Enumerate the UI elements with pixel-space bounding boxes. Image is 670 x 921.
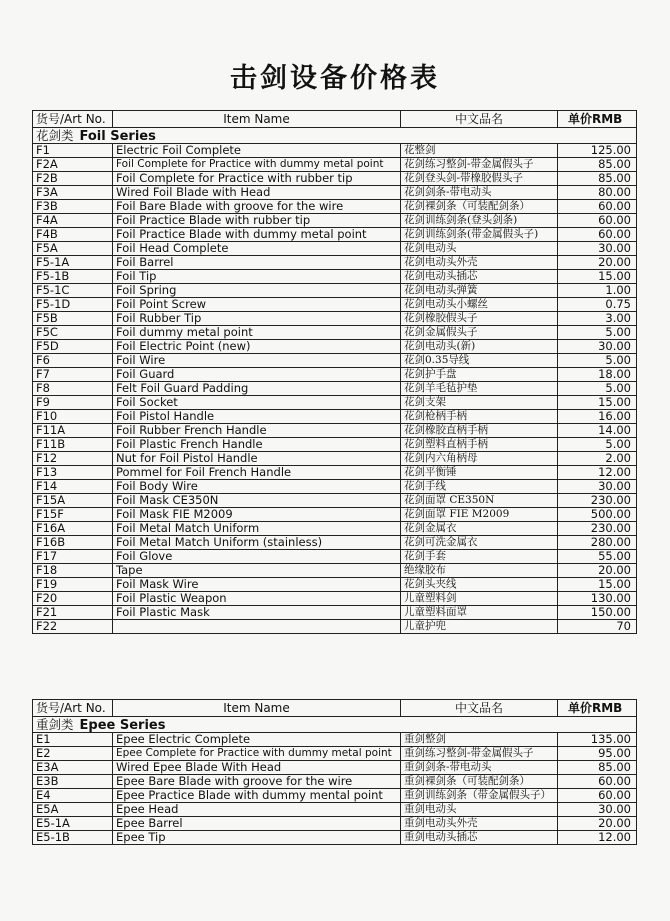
price-cell: 80.00	[558, 186, 637, 200]
item-name-cell: Foil Spring	[113, 284, 401, 298]
item-name-cell: Foil Complete for Practice with dummy metal point	[113, 158, 401, 172]
art-no-cell: F16B	[33, 536, 113, 550]
cn-name-cell: 花剑电动头弹簧	[401, 284, 558, 298]
art-no-cell: E2	[33, 747, 113, 761]
epee-price-table	[32, 699, 637, 845]
cn-name-cell: 花剑0.35导线	[401, 354, 558, 368]
table-row	[33, 270, 637, 284]
cn-name-cell: 花剑金属衣	[401, 522, 558, 536]
price-cell: 3.00	[558, 312, 637, 326]
cn-name-cell: 花剑登头剑-带橡胶假头子	[401, 172, 558, 186]
cn-name-cell: 重剑练习整剑-带金属假头子	[401, 747, 558, 761]
cn-name-cell: 花剑剑条-带电动头	[401, 186, 558, 200]
art-no-cell: F3B	[33, 200, 113, 214]
table-header-row	[33, 111, 637, 128]
price-cell: 15.00	[558, 396, 637, 410]
header-item-name: Item Name	[113, 700, 401, 717]
cn-name-cell: 花剑羊毛毡护垫	[401, 382, 558, 396]
art-no-cell: F17	[33, 550, 113, 564]
art-no-cell: F11B	[33, 438, 113, 452]
header-art-no: 货号/Art No.	[33, 700, 113, 717]
price-cell: 30.00	[558, 803, 637, 817]
epee-rows	[33, 733, 637, 845]
art-no-cell: E5A	[33, 803, 113, 817]
item-name-cell: Foil Mask Wire	[113, 578, 401, 592]
price-cell: 70	[558, 620, 637, 634]
item-name-cell: Electric Foil Complete	[113, 144, 401, 158]
table-row	[33, 578, 637, 592]
art-no-cell: F5-1A	[33, 256, 113, 270]
art-no-cell: E5-1B	[33, 831, 113, 845]
cn-name-cell: 重剑电动头插芯	[401, 831, 558, 845]
table-row	[33, 172, 637, 186]
cn-name-cell: 花剑电动头小螺丝	[401, 298, 558, 312]
art-no-cell: F5-1D	[33, 298, 113, 312]
item-name-cell: Foil Barrel	[113, 256, 401, 270]
cn-name-cell: 花剑可洗金属衣	[401, 536, 558, 550]
item-name-cell: Foil dummy metal point	[113, 326, 401, 340]
cn-name-cell: 花剑内六角柄母	[401, 452, 558, 466]
art-no-cell: E5-1A	[33, 817, 113, 831]
price-cell: 5.00	[558, 326, 637, 340]
table-row	[33, 298, 637, 312]
price-cell: 12.00	[558, 466, 637, 480]
table-row	[33, 747, 637, 761]
table-row	[33, 775, 637, 789]
table-row	[33, 256, 637, 270]
price-cell: 15.00	[558, 578, 637, 592]
cn-name-cell: 花整剑	[401, 144, 558, 158]
table-row	[33, 606, 637, 620]
price-cell: 0.75	[558, 298, 637, 312]
price-cell: 20.00	[558, 817, 637, 831]
price-cell: 1.00	[558, 284, 637, 298]
art-no-cell: F14	[33, 480, 113, 494]
table-row	[33, 620, 637, 634]
cn-name-cell: 花剑裸剑条（可装配剑条）	[401, 200, 558, 214]
table-row	[33, 340, 637, 354]
table-row	[33, 242, 637, 256]
item-name-cell: Foil Socket	[113, 396, 401, 410]
price-cell: 85.00	[558, 761, 637, 775]
art-no-cell: F11A	[33, 424, 113, 438]
price-cell: 2.00	[558, 452, 637, 466]
section-title-en: Foil Series	[79, 128, 156, 144]
table-row	[33, 536, 637, 550]
item-name-cell: Epee Practice Blade with dummy mental point	[113, 789, 401, 803]
cn-name-cell: 花剑电动头插芯	[401, 270, 558, 284]
cn-name-cell: 花剑训练剑条(带金属假头子)	[401, 228, 558, 242]
item-name-cell: Epee Head	[113, 803, 401, 817]
section-row-epee	[33, 717, 637, 733]
table-row	[33, 284, 637, 298]
cn-name-cell: 花剑支架	[401, 396, 558, 410]
table-row	[33, 592, 637, 606]
cn-name-cell: 儿童护兜	[401, 620, 558, 634]
price-cell: 60.00	[558, 789, 637, 803]
price-cell: 60.00	[558, 228, 637, 242]
art-no-cell: F6	[33, 354, 113, 368]
price-cell: 5.00	[558, 354, 637, 368]
table-row	[33, 228, 637, 242]
cn-name-cell: 花剑电动头(新)	[401, 340, 558, 354]
art-no-cell: E3B	[33, 775, 113, 789]
price-cell: 5.00	[558, 382, 637, 396]
cn-name-cell: 花剑面罩 CE350N	[401, 494, 558, 508]
cn-name-cell: 花剑金属假头子	[401, 326, 558, 340]
table-row	[33, 550, 637, 564]
cn-name-cell: 花剑平衡锤	[401, 466, 558, 480]
table-row	[33, 733, 637, 747]
table-row	[33, 396, 637, 410]
table-row	[33, 817, 637, 831]
section-title-cn: 重剑类	[36, 716, 74, 732]
price-cell: 15.00	[558, 270, 637, 284]
cn-name-cell: 花剑电动头外壳	[401, 256, 558, 270]
table-row	[33, 144, 637, 158]
art-no-cell: F5-1C	[33, 284, 113, 298]
table-row	[33, 761, 637, 775]
table-row	[33, 368, 637, 382]
table-row	[33, 354, 637, 368]
table-row	[33, 452, 637, 466]
item-name-cell: Foil Mask FIE M2009	[113, 508, 401, 522]
cn-name-cell: 花剑手套	[401, 550, 558, 564]
item-name-cell: Wired Epee Blade With Head	[113, 761, 401, 775]
page-title: 击剑设备价格表	[230, 63, 440, 94]
art-no-cell: F16A	[33, 522, 113, 536]
item-name-cell: Foil Guard	[113, 368, 401, 382]
table-row	[33, 564, 637, 578]
item-name-cell: Foil Complete for Practice with rubber tip	[113, 172, 401, 186]
cn-name-cell: 花剑手线	[401, 480, 558, 494]
art-no-cell: F10	[33, 410, 113, 424]
table-row	[33, 312, 637, 326]
art-no-cell: F15A	[33, 494, 113, 508]
table-row	[33, 789, 637, 803]
cn-name-cell: 儿童塑料剑	[401, 592, 558, 606]
price-cell: 20.00	[558, 564, 637, 578]
price-cell: 60.00	[558, 214, 637, 228]
art-no-cell: F12	[33, 452, 113, 466]
cn-name-cell: 花剑头夹线	[401, 578, 558, 592]
art-no-cell: E4	[33, 789, 113, 803]
price-cell: 135.00	[558, 733, 637, 747]
table-row	[33, 508, 637, 522]
item-name-cell: Foil Glove	[113, 550, 401, 564]
item-name-cell: Foil Head Complete	[113, 242, 401, 256]
art-no-cell: E1	[33, 733, 113, 747]
cn-name-cell: 重剑裸剑条（可装配剑条）	[401, 775, 558, 789]
item-name-cell: Foil Electric Point (new)	[113, 340, 401, 354]
price-cell: 150.00	[558, 606, 637, 620]
table-row	[33, 438, 637, 452]
item-name-cell: Epee Bare Blade with groove for the wire	[113, 775, 401, 789]
foil-rows	[33, 144, 637, 634]
cn-name-cell: 儿童塑料面罩	[401, 606, 558, 620]
item-name-cell: Foil Plastic Weapon	[113, 592, 401, 606]
price-cell: 500.00	[558, 508, 637, 522]
cn-name-cell: 花剑训练剑条(登头剑条)	[401, 214, 558, 228]
header-price: 单价RMB	[558, 111, 637, 128]
price-cell: 60.00	[558, 200, 637, 214]
art-no-cell: F1	[33, 144, 113, 158]
cn-name-cell: 重剑剑条-带电动头	[401, 761, 558, 775]
art-no-cell: F3A	[33, 186, 113, 200]
price-cell: 12.00	[558, 831, 637, 845]
item-name-cell: Foil Plastic Mask	[113, 606, 401, 620]
item-name-cell: Felt Foil Guard Padding	[113, 382, 401, 396]
table-row	[33, 424, 637, 438]
item-name-cell: Foil Metal Match Uniform (stainless)	[113, 536, 401, 550]
item-name-cell: Nut for Foil Pistol Handle	[113, 452, 401, 466]
cn-name-cell: 花剑练习整剑-带金属假头子	[401, 158, 558, 172]
price-cell: 20.00	[558, 256, 637, 270]
cn-name-cell: 花剑枪柄手柄	[401, 410, 558, 424]
table-row	[33, 214, 637, 228]
item-name-cell: Foil Practice Blade with rubber tip	[113, 214, 401, 228]
item-name-cell: Foil Plastic French Handle	[113, 438, 401, 452]
item-name-cell: Foil Bare Blade with groove for the wire	[113, 200, 401, 214]
foil-price-table	[32, 110, 637, 634]
item-name-cell: Foil Pistol Handle	[113, 410, 401, 424]
item-name-cell: Foil Wire	[113, 354, 401, 368]
table-row	[33, 480, 637, 494]
item-name-cell: Foil Practice Blade with dummy metal point	[113, 228, 401, 242]
art-no-cell: F2A	[33, 158, 113, 172]
price-cell: 18.00	[558, 368, 637, 382]
art-no-cell: F15F	[33, 508, 113, 522]
cn-name-cell: 重剑电动头外壳	[401, 817, 558, 831]
price-cell: 30.00	[558, 480, 637, 494]
cn-name-cell: 重剑电动头	[401, 803, 558, 817]
item-name-cell: Epee Complete for Practice with dummy metal point	[113, 747, 401, 761]
cn-name-cell: 花剑橡胶假头子	[401, 312, 558, 326]
art-no-cell: F21	[33, 606, 113, 620]
price-cell: 125.00	[558, 144, 637, 158]
table-row	[33, 186, 637, 200]
price-cell: 95.00	[558, 747, 637, 761]
section-title-en: Epee Series	[79, 717, 166, 733]
price-cell: 230.00	[558, 522, 637, 536]
item-name-cell: Foil Mask CE350N	[113, 494, 401, 508]
header-art-no: 货号/Art No.	[33, 111, 113, 128]
item-name-cell: Epee Barrel	[113, 817, 401, 831]
price-cell: 16.00	[558, 410, 637, 424]
price-cell: 85.00	[558, 158, 637, 172]
price-cell: 280.00	[558, 536, 637, 550]
art-no-cell: F8	[33, 382, 113, 396]
cn-name-cell: 绝缘胶布	[401, 564, 558, 578]
table-row	[33, 410, 637, 424]
cn-name-cell: 花剑橡胶直柄手柄	[401, 424, 558, 438]
item-name-cell: Foil Point Screw	[113, 298, 401, 312]
price-cell: 55.00	[558, 550, 637, 564]
art-no-cell: F19	[33, 578, 113, 592]
header-item-name: Item Name	[113, 111, 401, 128]
cn-name-cell: 花剑护手盘	[401, 368, 558, 382]
table-row	[33, 494, 637, 508]
item-name-cell	[113, 620, 401, 634]
table-row	[33, 831, 637, 845]
price-cell: 30.00	[558, 340, 637, 354]
cn-name-cell: 花剑电动头	[401, 242, 558, 256]
item-name-cell: Tape	[113, 564, 401, 578]
price-cell: 230.00	[558, 494, 637, 508]
item-name-cell: Foil Rubber Tip	[113, 312, 401, 326]
item-name-cell: Foil Metal Match Uniform	[113, 522, 401, 536]
price-cell: 130.00	[558, 592, 637, 606]
price-cell: 30.00	[558, 242, 637, 256]
header-cn-name: 中文品名	[401, 111, 558, 128]
art-no-cell: F20	[33, 592, 113, 606]
art-no-cell: F5A	[33, 242, 113, 256]
section-title	[33, 717, 637, 733]
art-no-cell: E3A	[33, 761, 113, 775]
art-no-cell: F5C	[33, 326, 113, 340]
price-cell: 14.00	[558, 424, 637, 438]
item-name-cell: Pommel for Foil French Handle	[113, 466, 401, 480]
cn-name-cell: 重剑训练剑条（带金属假头子）	[401, 789, 558, 803]
table-row	[33, 382, 637, 396]
art-no-cell: F13	[33, 466, 113, 480]
art-no-cell: F2B	[33, 172, 113, 186]
section-title	[33, 128, 637, 144]
table-row	[33, 326, 637, 340]
price-cell: 60.00	[558, 775, 637, 789]
price-cell: 5.00	[558, 438, 637, 452]
art-no-cell: F22	[33, 620, 113, 634]
art-no-cell: F18	[33, 564, 113, 578]
table-row	[33, 466, 637, 480]
item-name-cell: Foil Body Wire	[113, 480, 401, 494]
item-name-cell: Wired Foil Blade with Head	[113, 186, 401, 200]
table-header-row	[33, 700, 637, 717]
table-row	[33, 522, 637, 536]
item-name-cell: Epee Tip	[113, 831, 401, 845]
art-no-cell: F4B	[33, 228, 113, 242]
price-cell: 85.00	[558, 172, 637, 186]
table-row	[33, 158, 637, 172]
art-no-cell: F5B	[33, 312, 113, 326]
header-price: 单价RMB	[558, 700, 637, 717]
cn-name-cell: 重剑整剑	[401, 733, 558, 747]
table-row	[33, 803, 637, 817]
art-no-cell: F5-1B	[33, 270, 113, 284]
section-row-foil	[33, 128, 637, 144]
art-no-cell: F5D	[33, 340, 113, 354]
section-title-cn: 花剑类	[36, 127, 74, 143]
art-no-cell: F7	[33, 368, 113, 382]
item-name-cell: Foil Tip	[113, 270, 401, 284]
item-name-cell: Epee Electric Complete	[113, 733, 401, 747]
cn-name-cell: 花剑塑料直柄手柄	[401, 438, 558, 452]
table-row	[33, 200, 637, 214]
art-no-cell: F4A	[33, 214, 113, 228]
cn-name-cell: 花剑面罩 FIE M2009	[401, 508, 558, 522]
art-no-cell: F9	[33, 396, 113, 410]
item-name-cell: Foil Rubber French Handle	[113, 424, 401, 438]
header-cn-name: 中文品名	[401, 700, 558, 717]
